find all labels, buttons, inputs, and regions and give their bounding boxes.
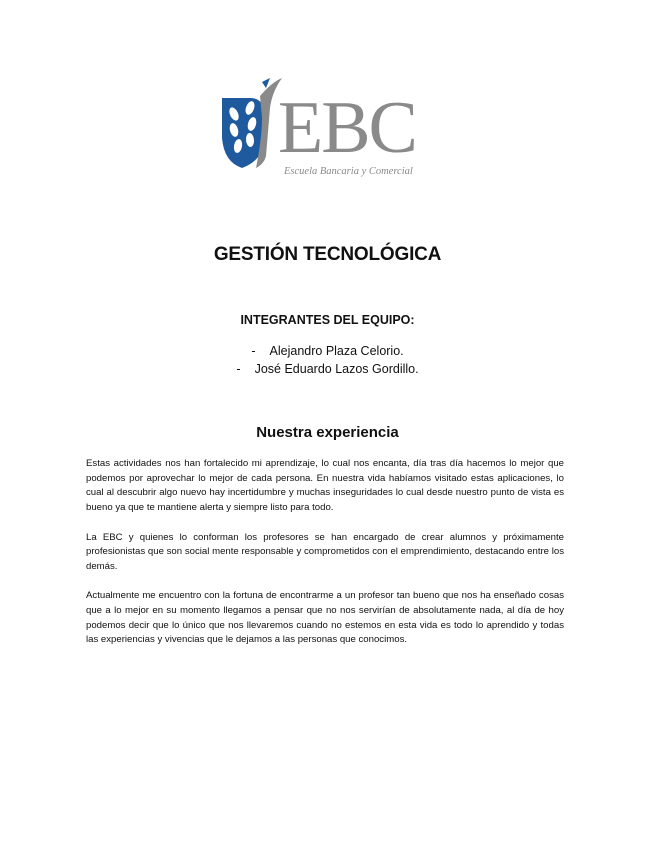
list-bullet: - bbox=[251, 344, 256, 358]
body-text bbox=[86, 457, 564, 663]
team-member bbox=[0, 342, 655, 360]
paragraph: Actualmente me encuentro con la fortuna de encontrarme a un profesor tan bueno que nos ha enseñado cosas que a lo mejor en su momento llegamos a pensar que no nos servirían de absolutamente nada, al día de hoy podemos decir que lo único que nos llevaremos cuando no estemos en esta vida es todo lo aprendido y todas las experiencias y vivencias que le dejamos a las personas que conocimos. bbox=[86, 590, 564, 646]
logo-brand-text: EBC bbox=[278, 87, 416, 169]
list-bullet: - bbox=[236, 362, 241, 376]
member-name: Alejandro Plaza Celorio. bbox=[269, 344, 404, 358]
member-name: José Eduardo Lazos Gordillo. bbox=[254, 362, 419, 376]
team-heading: INTEGRANTES DEL EQUIPO: bbox=[240, 313, 415, 327]
ebc-logo bbox=[220, 78, 440, 178]
team-member-list bbox=[0, 342, 655, 378]
paragraph: La EBC y quienes lo conforman los profesores se han encargado de crear alumnos y próximamente profesionistas que son social mente responsable y comprometidos con el emprendimiento, destacando entre los demás. bbox=[86, 531, 564, 572]
logo-shield-shape bbox=[222, 98, 264, 168]
logo-subtitle: Escuela Bancaria y Comercial bbox=[284, 166, 413, 177]
paragraph: Estas actividades nos han fortalecido mi aprendizaje, lo cual nos encanta, día tras día hacemos lo mejor que podemos por aprovechar lo mejor de cada persona. En nuestra vida habíamos visitado estas aplicaciones, lo cual al descubrir algo nuevo hay incertidumbre y muchas inseguridades lo cual desde nuestro punto de vista es bueno ya que te mantiene alerta y siempre listo para todo. bbox=[86, 458, 564, 514]
document-title: GESTIÓN TECNOLÓGICA bbox=[213, 244, 442, 265]
team-member bbox=[0, 360, 655, 378]
section-heading: Nuestra experiencia bbox=[256, 424, 399, 441]
ebc-logo-graphic bbox=[220, 78, 440, 178]
